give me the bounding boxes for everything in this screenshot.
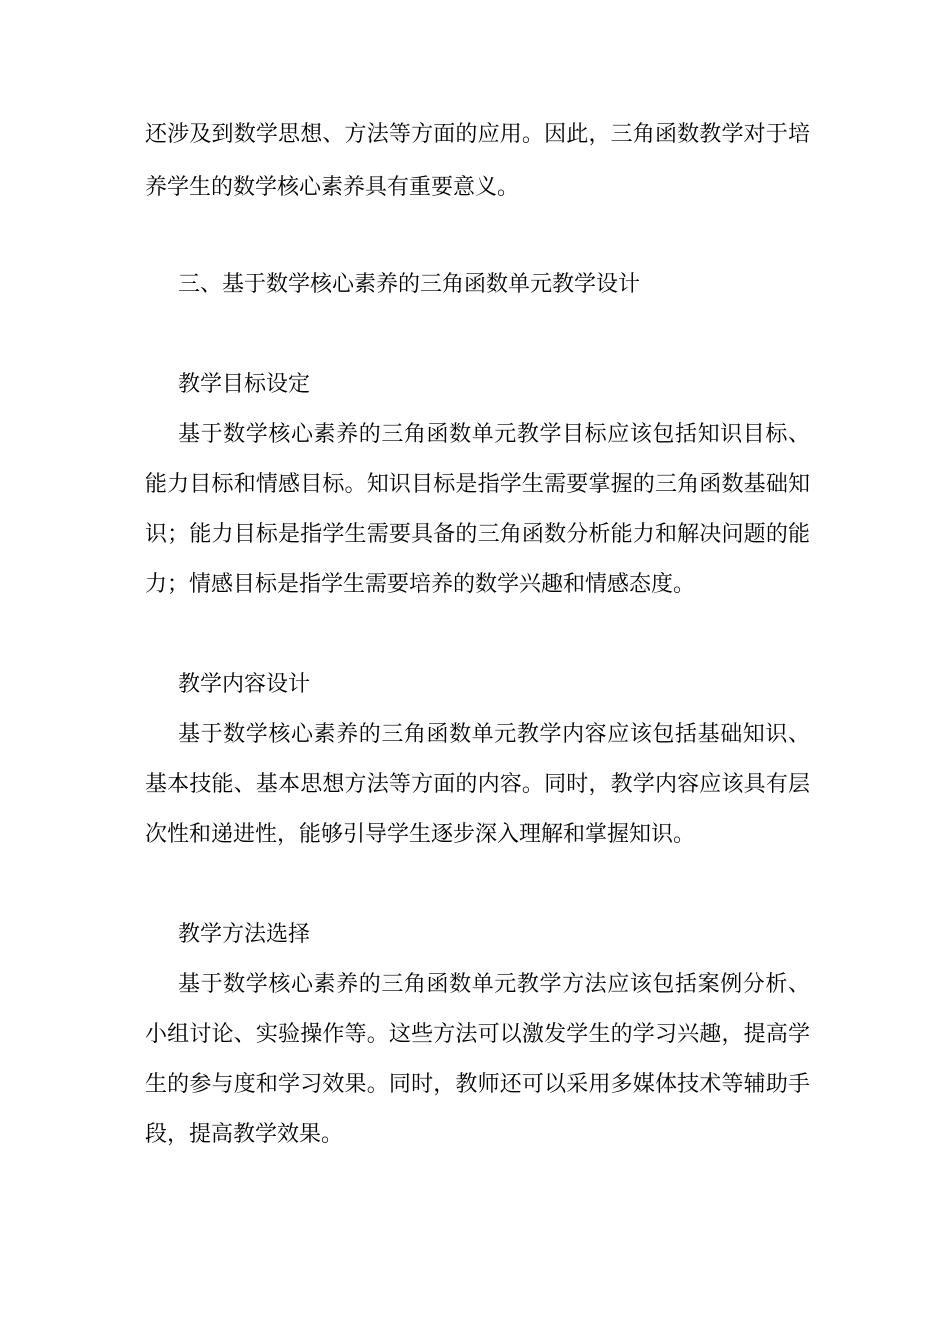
goals-line-1: 基于数学核心素养的三角函数单元教学目标应该包括知识目标、: [178, 422, 810, 447]
subheading-content: 教学内容设计: [178, 672, 311, 697]
goals-line-2: 能力目标和情感目标。知识目标是指学生需要掌握的三角函数基础知: [145, 472, 810, 497]
content-line-3: 次性和递进性，能够引导学生逐步深入理解和掌握知识。: [145, 822, 696, 847]
goals-line-4: 力；情感目标是指学生需要培养的数学兴趣和情感态度。: [145, 572, 696, 597]
intro-line-2: 养学生的数学核心素养具有重要意义。: [145, 175, 520, 200]
goals-line-3: 识；能力目标是指学生需要具备的三角函数分析能力和解决问题的能: [145, 522, 810, 547]
content-line-2: 基本技能、基本思想方法等方面的内容。同时，教学内容应该具有层: [145, 772, 810, 797]
section-heading: 三、基于数学核心素养的三角函数单元教学设计: [178, 272, 641, 297]
methods-line-1: 基于数学核心素养的三角函数单元教学方法应该包括案例分析、: [178, 972, 810, 997]
methods-line-3: 生的参与度和学习效果。同时，教师还可以采用多媒体技术等辅助手: [145, 1072, 810, 1097]
methods-line-2: 小组讨论、实验操作等。这些方法可以激发学生的学习兴趣，提高学: [145, 1022, 810, 1047]
content-line-1: 基于数学核心素养的三角函数单元教学内容应该包括基础知识、: [178, 722, 810, 747]
subheading-methods: 教学方法选择: [178, 922, 311, 947]
intro-line-1: 还涉及到数学思想、方法等方面的应用。因此，三角函数教学对于培: [145, 122, 810, 147]
methods-line-4: 段，提高教学效果。: [145, 1122, 344, 1147]
subheading-goals: 教学目标设定: [178, 372, 311, 397]
